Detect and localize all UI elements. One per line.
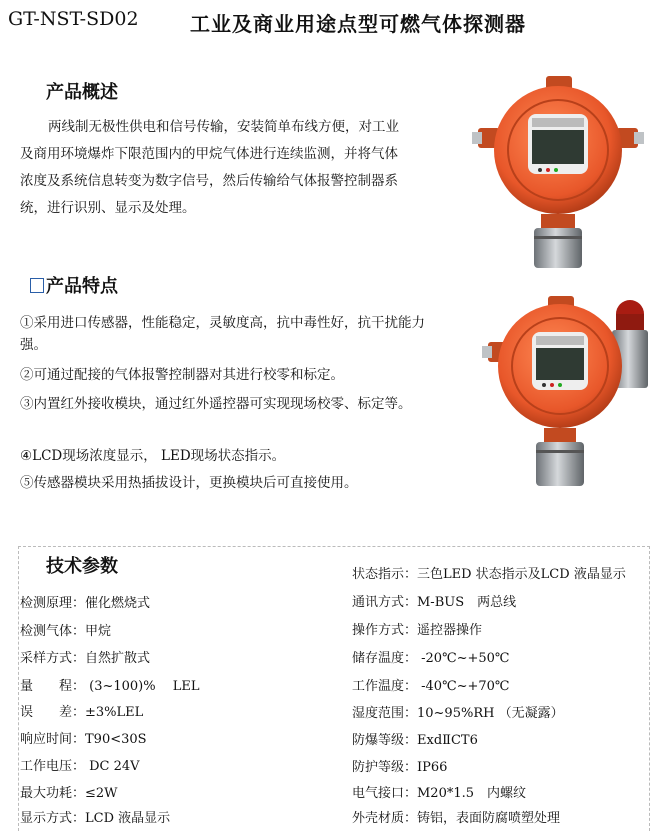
spec-item: 防爆等级：ExdⅡCT6 [352,733,478,748]
spec-item: 误 差：±3%LEL [20,705,144,720]
overview-line: 及商用环境爆炸下限范围内的甲烷气体进行连续监测，并将气体 [20,146,398,162]
spec-item: 工作温度： -40℃~+70℃ [352,679,510,694]
feature-item: ⑤传感器模块采用热插拔设计，更换模块后可直接使用。 [20,475,358,491]
checkbox-icon [30,278,44,293]
detector-with-alarm-photo [478,292,658,494]
features-heading: 产品特点 [30,272,118,298]
spec-item: 操作方式：遥控器操作 [352,623,483,638]
overview-heading: 产品概述 [46,82,118,103]
spec-item: 外壳材质：铸铝，表面防腐喷塑处理 [352,811,561,826]
detector-photo [468,70,648,270]
feature-item: ①采用进口传感器，性能稳定，灵敏度高，抗中毒性好，抗干扰能力强。 [20,315,425,353]
spec-item: 检测原理：催化燃烧式 [20,596,151,611]
spec-item: 储存温度： -20℃~+50℃ [352,651,510,666]
spec-item: 电气接口：M20*1.5 内螺纹 [352,786,527,801]
spec-item: 通讯方式：M-BUS 两总线 [352,595,517,610]
model-number: GT-NST-SD02 [8,8,139,30]
overview-line: 浓度及系统信息转变为数字信号，然后传输给气体报警控制器系 [20,173,398,189]
spec-item: 检测气体：甲烷 [20,624,112,639]
feature-item: ③内置红外接收模块，通过红外遥控器可实现现场校零、标定等。 [20,396,412,412]
spec-item: 最大功耗：≤2W [20,786,118,801]
spec-item: 采样方式：自然扩散式 [20,651,151,666]
spec-item: 湿度范围：10~95%RH （无凝露） [352,706,564,721]
page-title: 工业及商业用途点型可燃气体探测器 [190,12,526,36]
spec-item: 显示方式：LCD 液晶显示 [20,811,171,826]
spec-item: 防护等级：IP66 [352,760,448,775]
spec-item: 量 程： (3~100)% LEL [20,679,200,694]
overview-line: 两线制无极性供电和信号传输，安装简单布线方便，对工业 [48,119,399,135]
feature-item: ②可通过配接的气体报警控制器对其进行校零和标定。 [20,367,344,383]
spec-item: 状态指示：三色LED 状态指示及LCD 液晶显示 [352,567,626,582]
spec-item: 工作电压： DC 24V [20,759,140,774]
overview-text [20,114,460,222]
spec-item: 响应时间：T90<30S [20,732,147,747]
specs-heading: 技术参数 [46,556,118,577]
overview-line: 统，进行识别、显示及处理。 [20,200,196,216]
feature-item: ④LCD现场浓度显示， LED现场状态指示。 [20,448,286,464]
